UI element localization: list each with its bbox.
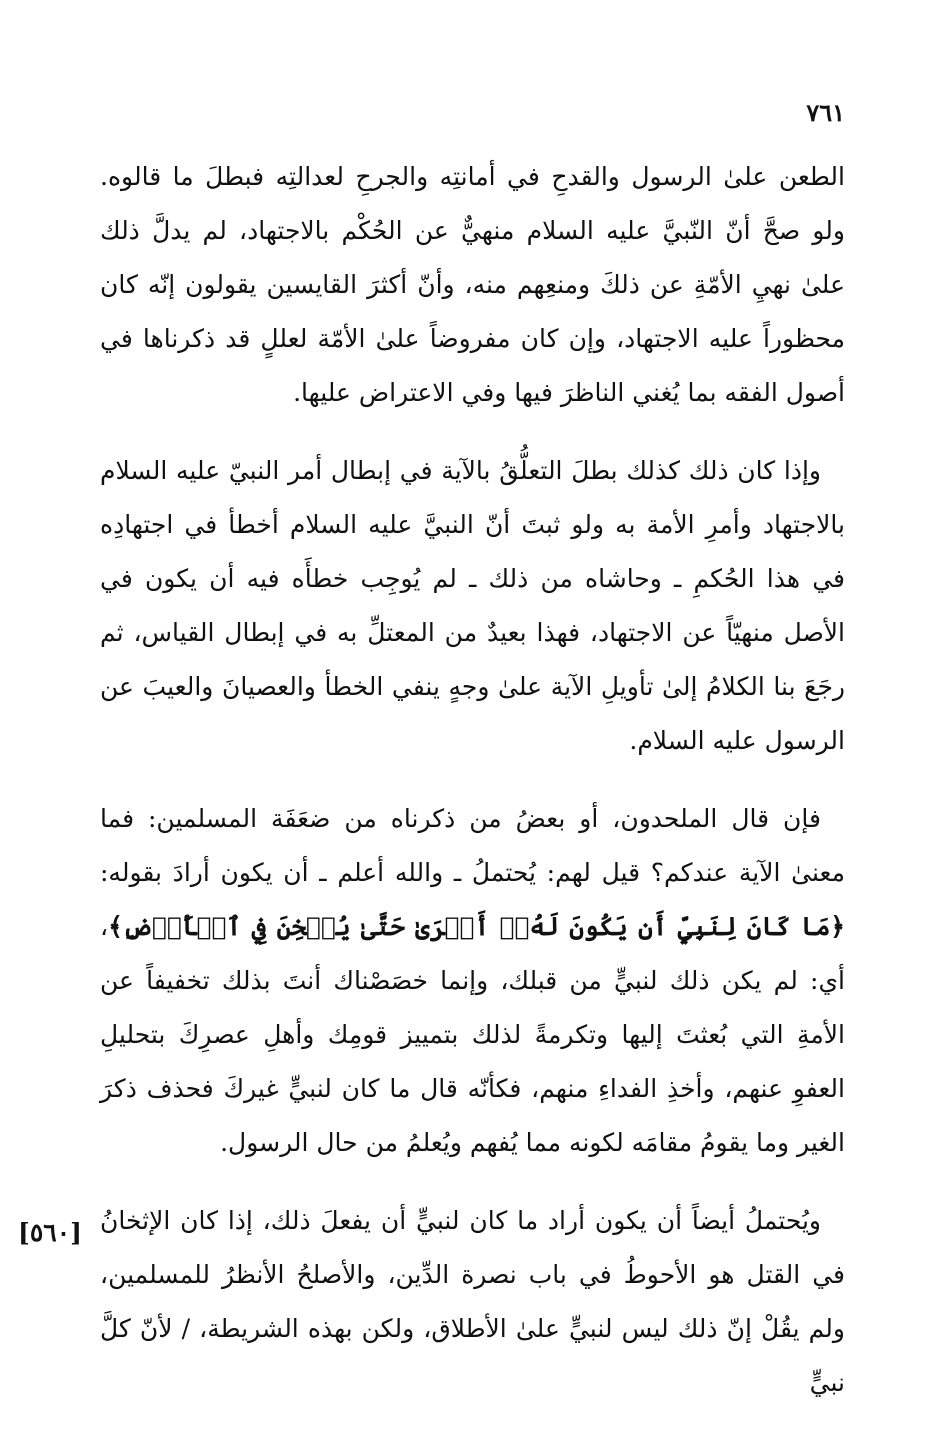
quran-verse: ﴿مَا كَانَ لِنَبِيٍّ أَن يَكُونَ لَهُۥٓ أَسۡرَىٰ حَتَّىٰ يُثۡخِنَ فِي ٱلۡأَرۡضِ﴾ xyxy=(108,912,845,941)
paragraph-3-continuation: ، أي: لم يكن ذلك لنبيٍّ من قبلك، وإنما خصَصْناك أنتَ بذلك تخفيفاً عن الأمةِ التي بُعثتَ إليها وتكرمةً لذلك بتمييز قومِك وأهلِ عصرِكَ بتحليلِ العفوِ عنهم، وأخذِ الفداءِ منهم، فكأنّه قال ما كان لنبيٍّ غيركَ فحذف ذكرَ الغير وما يقومُ مقامَه لكونه مما يُفهم ويُعلمُ من حال الرسول. xyxy=(100,912,845,1157)
paragraph-2: وإذا كان ذلك كذلك بطلَ التعلُّقُ بالآية في إبطال أمر النبيّ عليه السلام بالاجتهاد وأمرِ الأمة به ولو ثبتَ أنّ النبيَّ عليه السلام أخطأ في اجتهادِه في هذا الحُكمِ ـ وحاشاه من ذلك ـ لم يُوجِب خطأَه فيه أن يكون في الأصل منهيّاً عن الاجتهاد، فهذا بعيدٌ من المعتلِّ به في إبطال القياس، ثم رجَعَ بنا الكلامُ إلىٰ تأويلِ الآية علىٰ وجهٍ ينفي الخطأ والعصيانَ والعيبَ عن الرسول عليه السلام. xyxy=(100,456,845,755)
page-number: ٧٦١ xyxy=(806,98,845,127)
margin-page-reference: [٥٦٠] xyxy=(18,1218,82,1247)
paragraph-3-intro: فإن قال الملحدون، أو بعضُ من ذكرناه من ضعَفَة المسلمين: فما معنىٰ الآية عندكم؟ قيل لهم: يُحتملُ ـ والله أعلم ـ أن يكون أرادَ بقوله: xyxy=(100,804,845,887)
body-text xyxy=(100,150,845,1434)
paragraph-1: الطعن علىٰ الرسول والقدحِ في أمانتِه والجرحِ لعدالتِه فبطلَ ما قالوه. ولو صحَّ أنّ النّبيَّ عليه السلام منهيٌّ عن الحُكْم بالاجتهاد، لم يدلَّ ذلك علىٰ نهيِ الأمّةِ عن ذلكَ ومنعِهم منه، وأنّ أكثرَ القايسين يقولون إنّه كان محظوراً عليه الاجتهاد، وإن كان مفروضاً علىٰ الأمّة لعللٍ قد ذكرناها في أصول الفقه بما يُغني الناظرَ فيها وفي الاعتراض عليها. xyxy=(100,162,845,407)
paragraph-3 xyxy=(100,792,845,1170)
paragraph-4: ويُحتملُ أيضاً أن يكون أراد ما كان لنبيٍّ أن يفعلَ ذلك، إذا كان الإثخانُ في القتل هو الأحوطُ في باب نصرة الدِّين، والأصلحُ الأنظرُ للمسلمين، ولم يقُلْ إنّ ذلك ليس لنبيٍّ علىٰ الأطلاق، ولكن بهذه الشريطة، / لأنّ كلَّ نبيٍّ xyxy=(100,1206,845,1397)
